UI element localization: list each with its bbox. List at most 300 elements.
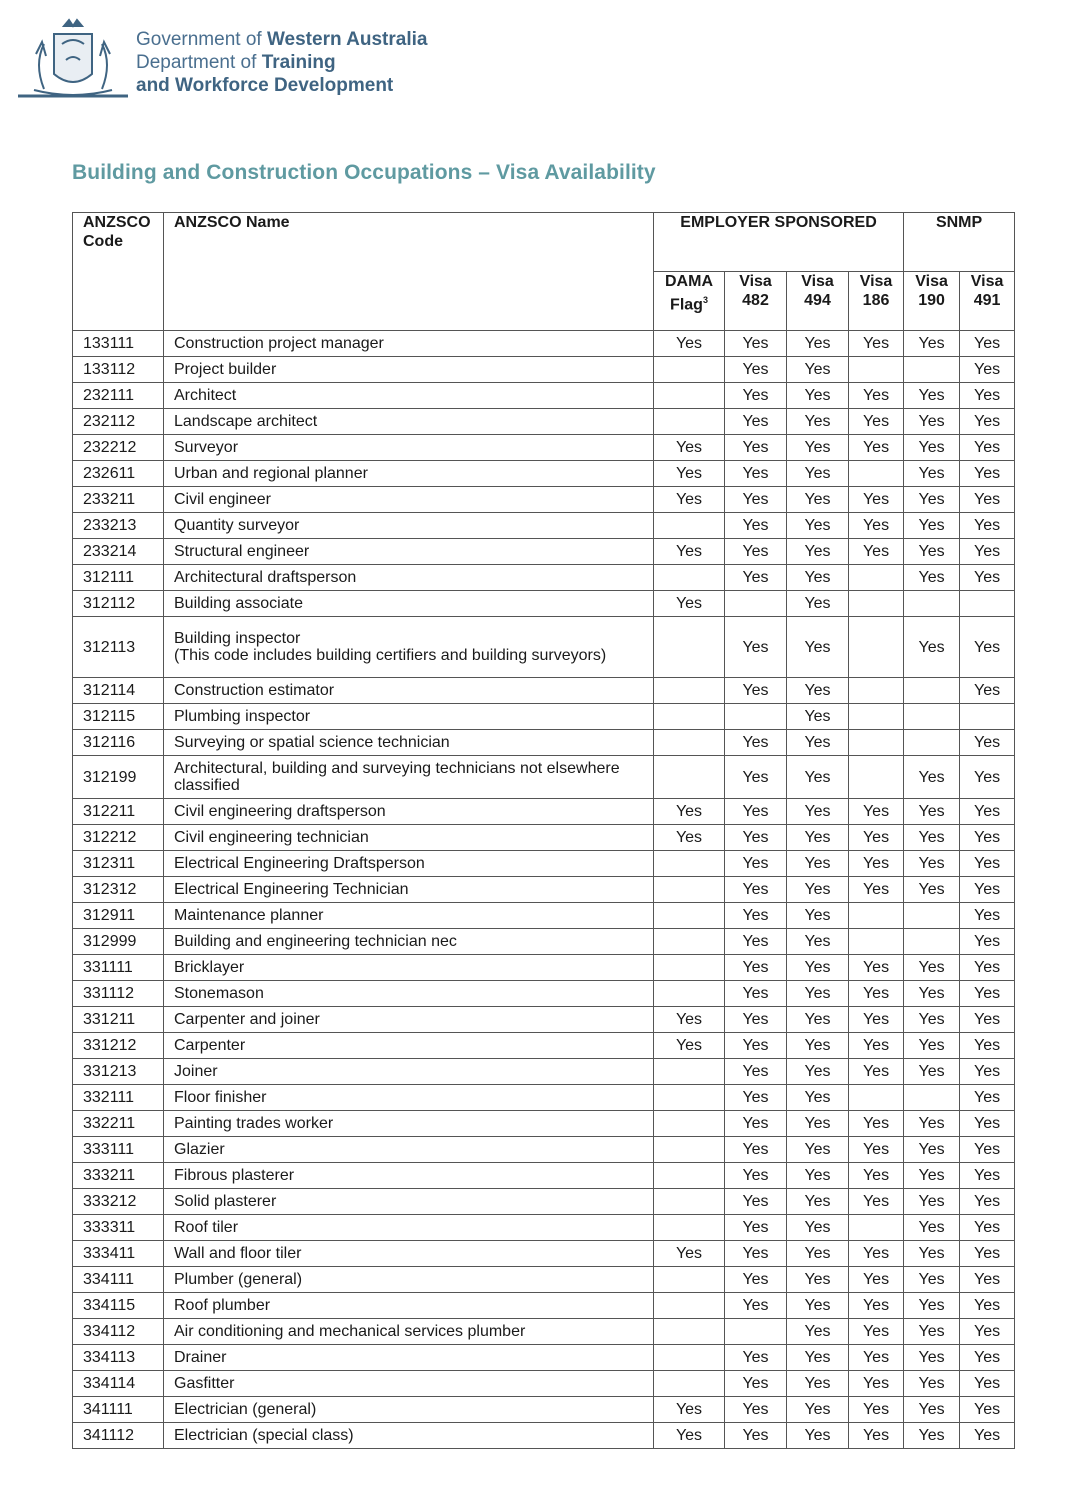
cell-visa-190: Yes [904,539,960,565]
table-row [73,1189,1015,1215]
cell-visa-190: Yes [904,825,960,851]
cell-visa-491: Yes [960,565,1015,591]
cell-anzsco-code: 312911 [73,903,164,929]
cell-visa-491: Yes [960,903,1015,929]
cell-visa-491: Yes [960,1345,1015,1371]
cell-visa-494: Yes [787,678,849,704]
cell-anzsco-code: 333411 [73,1241,164,1267]
cell-dama: Yes [654,1033,725,1059]
cell-visa-186 [849,730,904,756]
cell-visa-186: Yes [849,1423,904,1449]
table-row [73,1319,1015,1345]
cell-anzsco-code: 334114 [73,1371,164,1397]
cell-dama [654,1215,725,1241]
table-row [73,1397,1015,1423]
cell-visa-494: Yes [787,1423,849,1449]
cell-visa-482: Yes [725,825,787,851]
table-row [73,1267,1015,1293]
cell-visa-190: Yes [904,565,960,591]
cell-visa-482: Yes [725,903,787,929]
cell-visa-482: Yes [725,539,787,565]
cell-visa-186 [849,929,904,955]
cell-dama [654,929,725,955]
cell-anzsco-name [164,1371,654,1397]
cell-anzsco-code: 331212 [73,1033,164,1059]
visa-availability-table [72,212,1015,1449]
cell-anzsco-name [164,1267,654,1293]
table-row [73,461,1015,487]
cell-visa-494: Yes [787,1085,849,1111]
cell-visa-186 [849,617,904,678]
cell-visa-482: Yes [725,357,787,383]
cell-visa-190: Yes [904,1137,960,1163]
cell-visa-494: Yes [787,461,849,487]
cell-dama [654,383,725,409]
occupation-name: Roof plumber [174,1297,271,1314]
occupation-name: Carpenter [174,1037,246,1054]
cell-visa-186 [849,357,904,383]
cell-visa-186: Yes [849,1345,904,1371]
cell-visa-186: Yes [849,1111,904,1137]
cell-visa-494: Yes [787,877,849,903]
occupation-name: Floor finisher [174,1089,267,1106]
cell-visa-190: Yes [904,383,960,409]
cell-visa-491: Yes [960,929,1015,955]
header-anzsco-name: ANZSCO Name [164,213,654,331]
cell-anzsco-name [164,331,654,357]
cell-anzsco-name [164,825,654,851]
cell-dama [654,1111,725,1137]
cell-anzsco-code: 331111 [73,955,164,981]
occupation-name: Plumbing inspector [174,708,311,725]
cell-visa-482 [725,704,787,730]
cell-dama: Yes [654,487,725,513]
cell-visa-494: Yes [787,1397,849,1423]
occupation-name: Joiner [174,1063,218,1080]
cell-visa-190: Yes [904,981,960,1007]
cell-visa-482: Yes [725,331,787,357]
cell-visa-190: Yes [904,513,960,539]
cell-anzsco-code: 341112 [73,1423,164,1449]
cell-visa-190: Yes [904,1059,960,1085]
cell-visa-482: Yes [725,1345,787,1371]
organisation-name: Government of Western Australia Department of Training and Workforce Development [136,29,428,96]
table-row [73,1033,1015,1059]
cell-visa-491 [960,704,1015,730]
table-row [73,487,1015,513]
cell-visa-491: Yes [960,1085,1015,1111]
cell-visa-494: Yes [787,591,849,617]
cell-dama [654,1293,725,1319]
cell-anzsco-name [164,1085,654,1111]
cell-visa-494: Yes [787,1345,849,1371]
cell-visa-482: Yes [725,1111,787,1137]
header-visa-482: Visa 482 [725,272,787,331]
cell-visa-491: Yes [960,461,1015,487]
table-row [73,825,1015,851]
cell-visa-482: Yes [725,678,787,704]
cell-anzsco-name [164,799,654,825]
cell-anzsco-code: 312111 [73,565,164,591]
cell-visa-494: Yes [787,1137,849,1163]
cell-dama [654,730,725,756]
occupation-name: Architectural, building and surveying technicians not elsewhere [174,760,620,777]
cell-visa-190: Yes [904,1397,960,1423]
occupation-name: Landscape architect [174,413,318,430]
cell-visa-494: Yes [787,1059,849,1085]
occupation-name: Fibrous plasterer [174,1167,295,1184]
cell-visa-482: Yes [725,756,787,799]
cell-visa-190: Yes [904,1163,960,1189]
cell-visa-491: Yes [960,678,1015,704]
cell-anzsco-name [164,435,654,461]
cell-visa-190 [904,704,960,730]
table-row [73,435,1015,461]
cell-visa-186: Yes [849,435,904,461]
cell-visa-491: Yes [960,1293,1015,1319]
cell-visa-482: Yes [725,955,787,981]
cell-visa-482 [725,591,787,617]
cell-visa-186: Yes [849,1267,904,1293]
cell-visa-482: Yes [725,1397,787,1423]
header-dama-flag: DAMA Flag$^3$ [654,272,725,331]
cell-visa-190: Yes [904,1189,960,1215]
occupation-name: Wall and floor tiler [174,1245,302,1262]
cell-dama [654,513,725,539]
cell-anzsco-code: 312115 [73,704,164,730]
cell-visa-190: Yes [904,461,960,487]
cell-visa-494: Yes [787,331,849,357]
cell-visa-186: Yes [849,513,904,539]
occupation-name: Painting trades worker [174,1115,334,1132]
cell-anzsco-code: 312311 [73,851,164,877]
cell-visa-190: Yes [904,1241,960,1267]
cell-visa-491: Yes [960,1111,1015,1137]
cell-visa-491: Yes [960,1059,1015,1085]
cell-anzsco-name [164,383,654,409]
cell-dama [654,1345,725,1371]
cell-visa-491: Yes [960,1033,1015,1059]
cell-visa-186: Yes [849,539,904,565]
cell-anzsco-code: 312312 [73,877,164,903]
cell-anzsco-name [164,1241,654,1267]
cell-anzsco-name [164,487,654,513]
cell-visa-482: Yes [725,1163,787,1189]
cell-visa-190 [904,903,960,929]
cell-visa-190: Yes [904,1371,960,1397]
cell-anzsco-code: 233214 [73,539,164,565]
occupation-name: Building inspector [174,630,301,647]
cell-visa-491: Yes [960,1007,1015,1033]
occupation-name: Glazier [174,1141,225,1158]
cell-anzsco-code: 133111 [73,331,164,357]
cell-visa-186 [849,678,904,704]
cell-visa-190: Yes [904,1007,960,1033]
cell-visa-491: Yes [960,1163,1015,1189]
table-row [73,1241,1015,1267]
cell-visa-190: Yes [904,799,960,825]
cell-visa-186 [849,565,904,591]
cell-visa-494: Yes [787,1033,849,1059]
occupation-name: Project builder [174,361,277,378]
cell-anzsco-code: 331211 [73,1007,164,1033]
cell-anzsco-code: 333311 [73,1215,164,1241]
cell-visa-491: Yes [960,1371,1015,1397]
cell-visa-186: Yes [849,1007,904,1033]
cell-visa-190 [904,730,960,756]
cell-dama [654,617,725,678]
cell-dama: Yes [654,461,725,487]
cell-visa-190: Yes [904,1267,960,1293]
cell-visa-186 [849,903,904,929]
cell-visa-491: Yes [960,1267,1015,1293]
cell-visa-190: Yes [904,1215,960,1241]
cell-anzsco-code: 312211 [73,799,164,825]
header-anzsco-code: ANZSCO Code [73,213,164,331]
cell-visa-491: Yes [960,1189,1015,1215]
table-row [73,756,1015,799]
cell-anzsco-name [164,877,654,903]
cell-anzsco-name [164,409,654,435]
table-row [73,1111,1015,1137]
occupation-name: Surveying or spatial science technician [174,734,450,751]
header-visa-494: Visa 494 [787,272,849,331]
cell-visa-190: Yes [904,331,960,357]
occupation-name: Architect [174,387,237,404]
cell-dama [654,1059,725,1085]
cell-visa-491: Yes [960,539,1015,565]
cell-anzsco-code: 332211 [73,1111,164,1137]
table-body [73,331,1015,1449]
cell-visa-491: Yes [960,851,1015,877]
cell-anzsco-code: 312113 [73,617,164,678]
cell-visa-190: Yes [904,877,960,903]
cell-visa-494: Yes [787,513,849,539]
header-visa-491: Visa 491 [960,272,1015,331]
cell-visa-186 [849,461,904,487]
cell-dama [654,903,725,929]
occupation-name: Construction estimator [174,682,335,699]
table-row [73,383,1015,409]
cell-anzsco-name [164,1137,654,1163]
cell-anzsco-name [164,756,654,799]
cell-visa-186 [849,1215,904,1241]
cell-dama [654,678,725,704]
table-row [73,1423,1015,1449]
cell-visa-491: Yes [960,435,1015,461]
cell-dama [654,1189,725,1215]
cell-visa-186: Yes [849,409,904,435]
occupation-name: Gasfitter [174,1375,235,1392]
cell-visa-482: Yes [725,851,787,877]
cell-anzsco-name [164,955,654,981]
cell-visa-491: Yes [960,955,1015,981]
cell-visa-491: Yes [960,730,1015,756]
header-employer-sponsored: EMPLOYER SPONSORED [654,213,904,272]
table-row [73,903,1015,929]
cell-visa-494: Yes [787,487,849,513]
cell-anzsco-code: 333212 [73,1189,164,1215]
cell-dama [654,1319,725,1345]
cell-visa-482: Yes [725,877,787,903]
cell-visa-482: Yes [725,435,787,461]
cell-visa-494: Yes [787,617,849,678]
cell-visa-482: Yes [725,617,787,678]
cell-visa-494: Yes [787,955,849,981]
cell-anzsco-code: 133112 [73,357,164,383]
table-row [73,1371,1015,1397]
cell-anzsco-code: 312212 [73,825,164,851]
cell-visa-491: Yes [960,1319,1015,1345]
occupation-name: Electrician (special class) [174,1427,354,1444]
cell-anzsco-name [164,1319,654,1345]
cell-anzsco-name [164,903,654,929]
cell-visa-494: Yes [787,1007,849,1033]
cell-visa-482 [725,1319,787,1345]
cell-visa-491: Yes [960,513,1015,539]
cell-dama [654,981,725,1007]
cell-anzsco-name [164,981,654,1007]
cell-visa-190: Yes [904,487,960,513]
cell-visa-186: Yes [849,1033,904,1059]
cell-anzsco-name [164,565,654,591]
table-header-row [73,213,1015,272]
wa-coat-of-arms-logo [14,14,132,104]
cell-visa-482: Yes [725,1267,787,1293]
cell-visa-186: Yes [849,1371,904,1397]
cell-visa-482: Yes [725,487,787,513]
cell-anzsco-code: 341111 [73,1397,164,1423]
cell-visa-482: Yes [725,409,787,435]
cell-anzsco-name [164,1345,654,1371]
cell-dama: Yes [654,539,725,565]
cell-anzsco-name [164,1215,654,1241]
occupation-name: Maintenance planner [174,907,324,924]
occupation-name: Construction project manager [174,335,384,352]
cell-anzsco-code: 332111 [73,1085,164,1111]
table-row [73,357,1015,383]
cell-visa-190: Yes [904,435,960,461]
occupation-name: Bricklayer [174,959,245,976]
cell-visa-491: Yes [960,981,1015,1007]
cell-visa-491: Yes [960,1241,1015,1267]
cell-visa-494: Yes [787,383,849,409]
occupation-name: Structural engineer [174,543,310,560]
cell-visa-482: Yes [725,1215,787,1241]
cell-anzsco-code: 333211 [73,1163,164,1189]
table-row [73,1293,1015,1319]
table-row [73,1059,1015,1085]
cell-visa-491: Yes [960,1397,1015,1423]
table-row [73,955,1015,981]
header-snmp: SNMP [904,213,1015,272]
cell-anzsco-code: 233213 [73,513,164,539]
table-row [73,1137,1015,1163]
cell-dama [654,1137,725,1163]
occupation-name: Urban and regional planner [174,465,368,482]
cell-visa-186: Yes [849,383,904,409]
table-row [73,929,1015,955]
cell-visa-491: Yes [960,825,1015,851]
occupation-name: Building and engineering technician nec [174,933,457,950]
cell-visa-482: Yes [725,1241,787,1267]
cell-visa-482: Yes [725,1059,787,1085]
cell-visa-494: Yes [787,1163,849,1189]
document-header [14,14,534,106]
cell-visa-491: Yes [960,877,1015,903]
cell-visa-186: Yes [849,1397,904,1423]
cell-visa-482: Yes [725,1085,787,1111]
table-row [73,591,1015,617]
cell-visa-186: Yes [849,799,904,825]
cell-visa-494: Yes [787,1319,849,1345]
cell-anzsco-code: 312112 [73,591,164,617]
cell-visa-190 [904,678,960,704]
table-row [73,1085,1015,1111]
cell-visa-190: Yes [904,1423,960,1449]
cell-dama [654,1163,725,1189]
table-row [73,877,1015,903]
table-row [73,331,1015,357]
cell-anzsco-code: 334111 [73,1267,164,1293]
table-row [73,409,1015,435]
cell-dama: Yes [654,799,725,825]
cell-dama: Yes [654,1241,725,1267]
cell-anzsco-code: 232112 [73,409,164,435]
cell-visa-482: Yes [725,730,787,756]
occupation-name-continued: (This code includes building certifiers and building surveyors) [174,647,607,664]
cell-visa-186: Yes [849,955,904,981]
cell-anzsco-name [164,851,654,877]
occupation-name: Electrical Engineering Technician [174,881,409,898]
cell-dama [654,357,725,383]
occupation-name: Civil engineering technician [174,829,369,846]
table-row [73,565,1015,591]
cell-visa-491: Yes [960,331,1015,357]
header-visa-190: Visa 190 [904,272,960,331]
cell-visa-494: Yes [787,435,849,461]
cell-anzsco-name [164,730,654,756]
cell-dama: Yes [654,1423,725,1449]
cell-visa-190 [904,591,960,617]
occupation-name: Civil engineering draftsperson [174,803,386,820]
cell-anzsco-code: 333111 [73,1137,164,1163]
cell-anzsco-name [164,357,654,383]
cell-visa-186: Yes [849,877,904,903]
table-row [73,1345,1015,1371]
occupation-name: Civil engineer [174,491,271,508]
table-row [73,799,1015,825]
cell-visa-186: Yes [849,1241,904,1267]
cell-anzsco-name [164,1111,654,1137]
cell-visa-190 [904,1085,960,1111]
cell-visa-482: Yes [725,1137,787,1163]
table-row [73,704,1015,730]
cell-visa-494: Yes [787,981,849,1007]
cell-dama [654,1085,725,1111]
cell-anzsco-code: 334112 [73,1319,164,1345]
cell-visa-186 [849,1085,904,1111]
cell-visa-491: Yes [960,756,1015,799]
cell-visa-482: Yes [725,513,787,539]
cell-visa-494: Yes [787,799,849,825]
occupation-name: Roof tiler [174,1219,239,1236]
cell-visa-190: Yes [904,851,960,877]
cell-visa-190: Yes [904,1293,960,1319]
cell-dama [654,756,725,799]
cell-visa-482: Yes [725,929,787,955]
cell-visa-494: Yes [787,851,849,877]
